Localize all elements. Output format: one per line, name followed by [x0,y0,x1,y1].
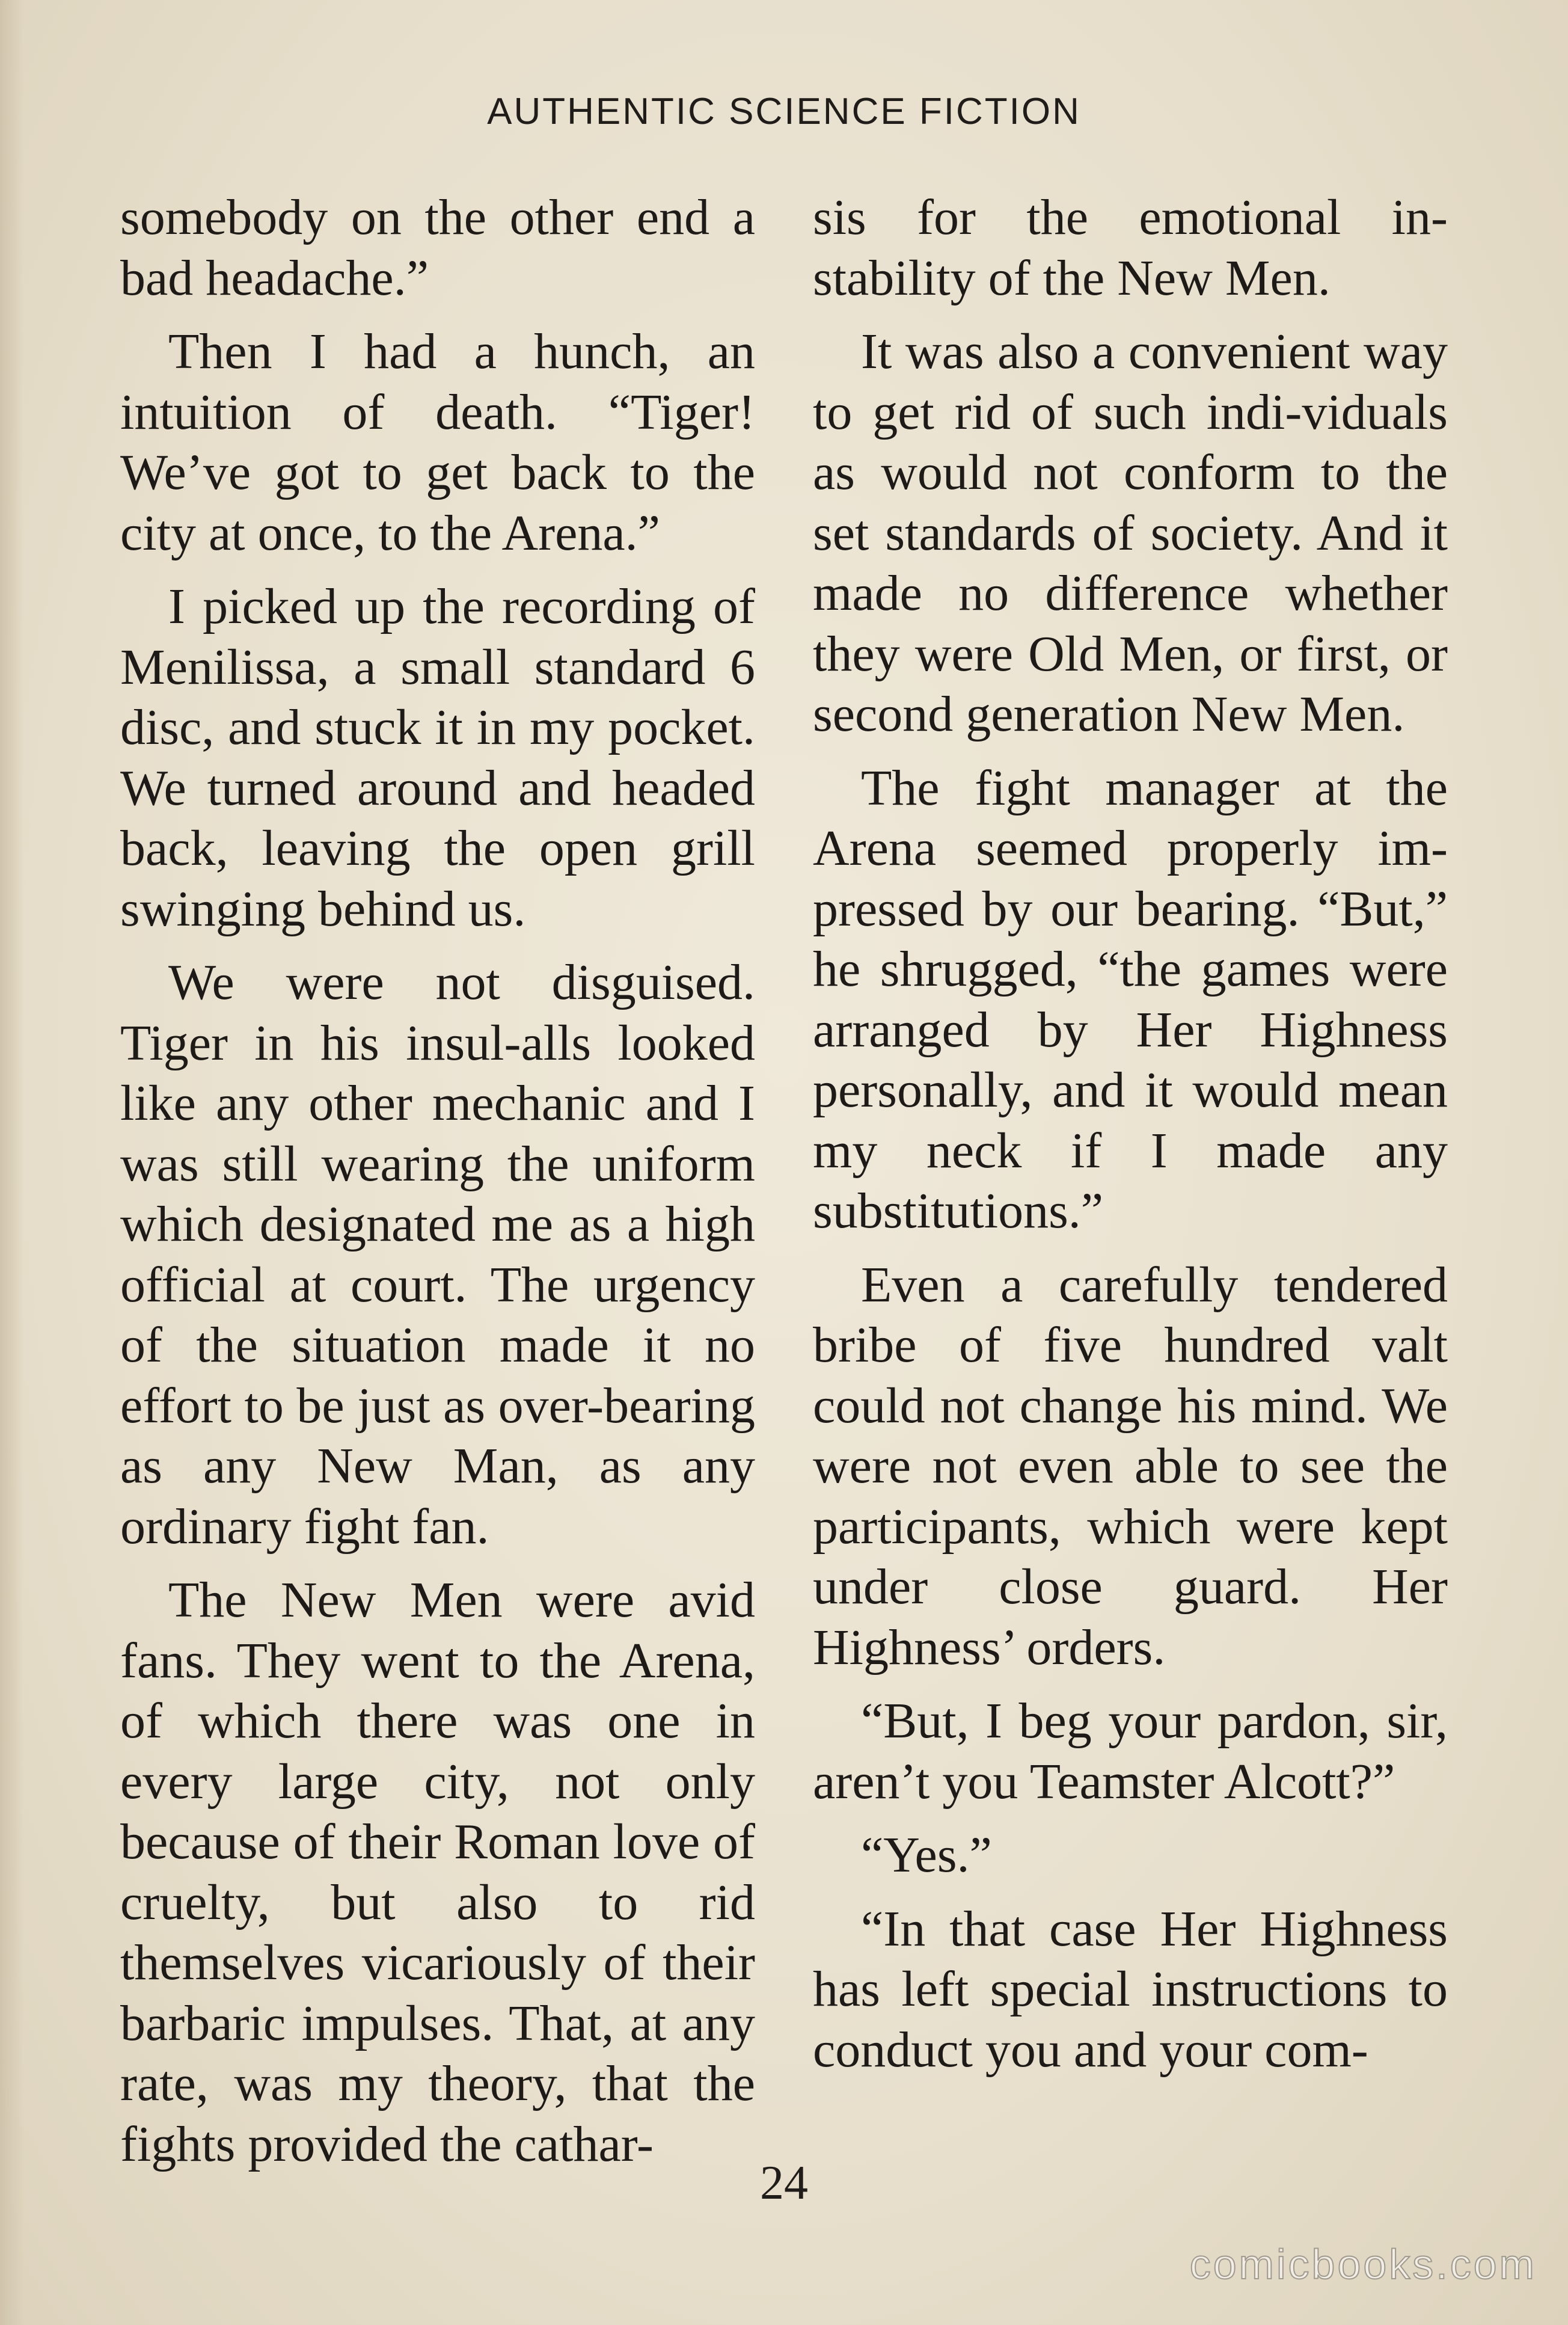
paragraph: It was also a convenient way to get rid of such indi-viduals as would not conform to the set standards of society. And it made no difference whether they were Old Men, or first, or second generation New Men. [813,324,1448,742]
running-title: AUTHENTIC SCIENCE FICTION [487,91,1081,132]
paragraph: “In that case Her Highness has left special instructions to conduct you and your com- [813,1900,1448,2078]
left-column [120,188,755,2188]
paragraph: Even a carefully tendered bribe of five hundred valt could not change his mind. We were not even able to see the participants, which were kept under close guard. Her Highness’ orders. [813,1256,1448,1675]
paragraph: I picked up the recording of Menilissa, a small standard 6 disc, and stuck it in my pocket. We turned around and headed back, leaving the open grill swinging behind us. [120,579,755,937]
paragraph: We were not disguised. Tiger in his insul-alls looked like any other mechanic and I was still wearing the uniform which designated me as a high official at court. The urgency of the situation made it no effort to be just as over-bearing as any New Man, as any ordinary fight fan. [120,954,755,1555]
page-number: 24 [760,2157,808,2210]
paragraph: “Yes.” [861,1827,992,1883]
right-column [813,188,1448,2093]
paragraph: The fight manager at the Arena seemed properly im-pressed by our bearing. “But,” he shrugged, “the games were arranged by Her Highness personally, and it would mean my neck if I made any substitutions.” [813,760,1448,1239]
source-watermark: comicbooks.com [1189,2241,1537,2288]
paragraph: Then I had a hunch, an intuition of death. “Tiger! We’ve got to get back to the city at once, to the Arena.” [120,324,755,561]
paragraph: “But, I beg your pardon, sir, aren’t you Teamster Alcott?” [813,1693,1448,1810]
page-edge-shadow [0,0,24,2325]
paragraph: somebody on the other end a bad headache.” [120,189,755,306]
paragraph: The New Men were avid fans. They went to the Arena, of which there was one in every large city, not only because of their Roman love of cruelty, but also to rid themselves vicariously of their barbaric impulses. That, at any rate, was my theory, that the fights provided the cathar- [120,1572,755,2172]
paragraph: sis for the emotional in-stability of the New Men. [813,189,1448,306]
